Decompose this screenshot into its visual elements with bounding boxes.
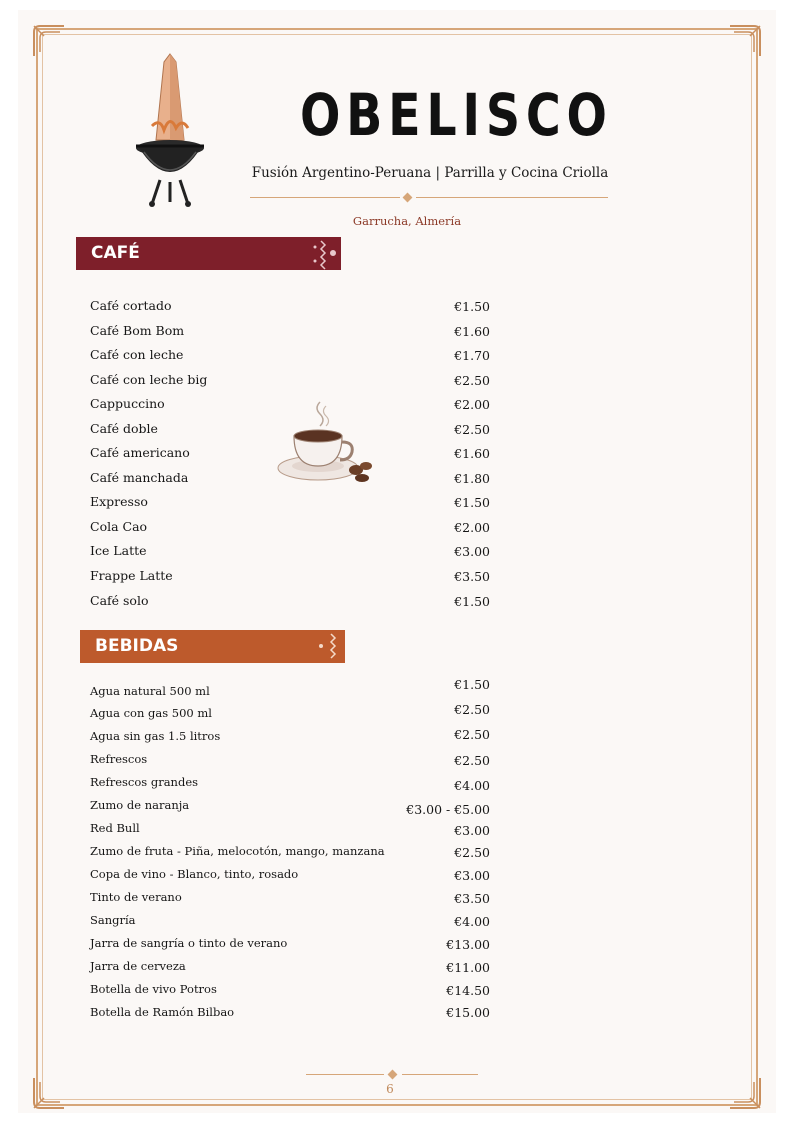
item-price: €3.50 <box>454 569 490 584</box>
section-banner-bebidas <box>80 630 345 663</box>
item-price: €11.00 <box>446 960 490 975</box>
item-name: Café con leche <box>90 347 184 362</box>
section-banner-cafe <box>76 237 341 270</box>
item-price: €1.50 <box>454 594 490 609</box>
item-name: Zumo de fruta - Piña, melocotón, mango, manzana <box>90 844 385 858</box>
item-name: Refrescos grandes <box>90 775 199 789</box>
list-item <box>90 821 492 841</box>
banner-ornament-icon <box>307 237 341 270</box>
item-price: €1.80 <box>454 471 490 486</box>
list-item <box>90 702 492 726</box>
footer-divider-right <box>402 1074 478 1075</box>
item-price: €2.50 <box>454 373 490 388</box>
list-item <box>90 1005 492 1025</box>
item-name: Agua sin gas 1.5 litros <box>90 729 221 743</box>
list-item <box>90 677 492 703</box>
item-name: Ice Latte <box>90 543 147 558</box>
list-item <box>90 298 492 318</box>
item-price: €1.50 <box>454 495 490 510</box>
item-price: €3.00 - €5.00 <box>406 802 490 817</box>
list-item <box>90 568 492 588</box>
page-number: 6 <box>386 1082 394 1096</box>
item-name: Botella de vivo Potros <box>90 982 217 996</box>
header-divider-right <box>416 197 608 198</box>
item-price: €1.60 <box>454 446 490 461</box>
corner-ornament-icon <box>728 24 762 58</box>
section-title-cafe: CAFÉ <box>91 243 140 263</box>
list-item <box>90 494 492 514</box>
brand-title: OBELISCO <box>300 81 613 149</box>
list-item <box>90 844 492 864</box>
item-name: Café doble <box>90 421 158 436</box>
list-item <box>90 593 492 613</box>
item-price: €2.50 <box>454 422 490 437</box>
item-name: Café Bom Bom <box>90 323 185 338</box>
list-item <box>90 543 492 563</box>
item-name: Jarra de sangría o tinto de verano <box>90 936 288 950</box>
item-name: Sangría <box>90 913 136 927</box>
obelisk-grill-logo-icon <box>130 48 210 208</box>
corner-ornament-icon <box>32 1076 66 1110</box>
header-divider-left <box>250 197 400 198</box>
item-name: Red Bull <box>90 821 140 835</box>
list-item <box>90 959 492 979</box>
list-item <box>90 323 492 343</box>
item-price: €4.00 <box>454 778 490 793</box>
list-item <box>90 729 492 749</box>
item-name: Café con leche big <box>90 372 208 387</box>
list-item <box>90 798 492 818</box>
item-name: Tinto de verano <box>90 890 182 904</box>
item-name: Cappuccino <box>90 396 165 411</box>
list-item <box>90 890 492 910</box>
item-price: €3.00 <box>454 544 490 559</box>
item-price: €14.50 <box>446 983 490 998</box>
tagline: Fusión Argentino-Peruana | Parrilla y Cocina Criolla <box>251 165 609 181</box>
list-item <box>90 519 492 539</box>
item-price: €4.00 <box>454 914 490 929</box>
item-name: Cola Cao <box>90 519 148 534</box>
list-item <box>90 347 492 367</box>
item-price: €2.50 <box>454 702 490 717</box>
list-item <box>90 913 492 933</box>
item-price: €15.00 <box>446 1005 490 1020</box>
item-price: €3.50 <box>454 891 490 906</box>
item-name: Café manchada <box>90 470 189 485</box>
list-item <box>90 775 492 795</box>
banner-ornament-icon <box>311 630 345 663</box>
item-name: Frappe Latte <box>90 568 173 583</box>
item-price: €1.50 <box>454 299 490 314</box>
item-price: €1.50 <box>454 677 490 692</box>
item-price: €1.70 <box>454 348 490 363</box>
list-item <box>90 936 492 956</box>
item-price: €3.00 <box>454 823 490 838</box>
section-title-bebidas: BEBIDAS <box>95 636 179 656</box>
item-price: €2.50 <box>454 753 490 768</box>
item-name: Zumo de naranja <box>90 798 190 812</box>
item-name: Copa de vino - Blanco, tinto, rosado <box>90 867 299 881</box>
item-price: €2.50 <box>454 845 490 860</box>
corner-ornament-icon <box>728 1076 762 1110</box>
list-item <box>90 752 492 772</box>
item-name: Agua natural 500 ml <box>90 684 210 698</box>
location: Garrucha, Almería <box>352 214 462 228</box>
list-item <box>90 867 492 887</box>
item-price: €3.00 <box>454 868 490 883</box>
list-item <box>90 372 492 392</box>
item-name: Expresso <box>90 494 148 509</box>
list-item <box>90 982 492 1002</box>
item-price: €2.00 <box>454 397 490 412</box>
item-price: €2.00 <box>454 520 490 535</box>
item-name: Refrescos <box>90 752 148 766</box>
item-name: Café americano <box>90 445 190 460</box>
corner-ornament-icon <box>32 24 66 58</box>
item-name: Botella de Ramón Bilbao <box>90 1005 235 1019</box>
item-price: €1.60 <box>454 324 490 339</box>
item-name: Agua con gas 500 ml <box>90 706 212 720</box>
coffee-cup-icon <box>276 398 376 490</box>
item-name: Café cortado <box>90 298 172 313</box>
item-price: €2.50 <box>454 727 490 742</box>
item-name: Café solo <box>90 593 149 608</box>
footer-divider-left <box>306 1074 384 1075</box>
item-price: €13.00 <box>446 937 490 952</box>
item-name: Jarra de cerveza <box>90 959 186 973</box>
